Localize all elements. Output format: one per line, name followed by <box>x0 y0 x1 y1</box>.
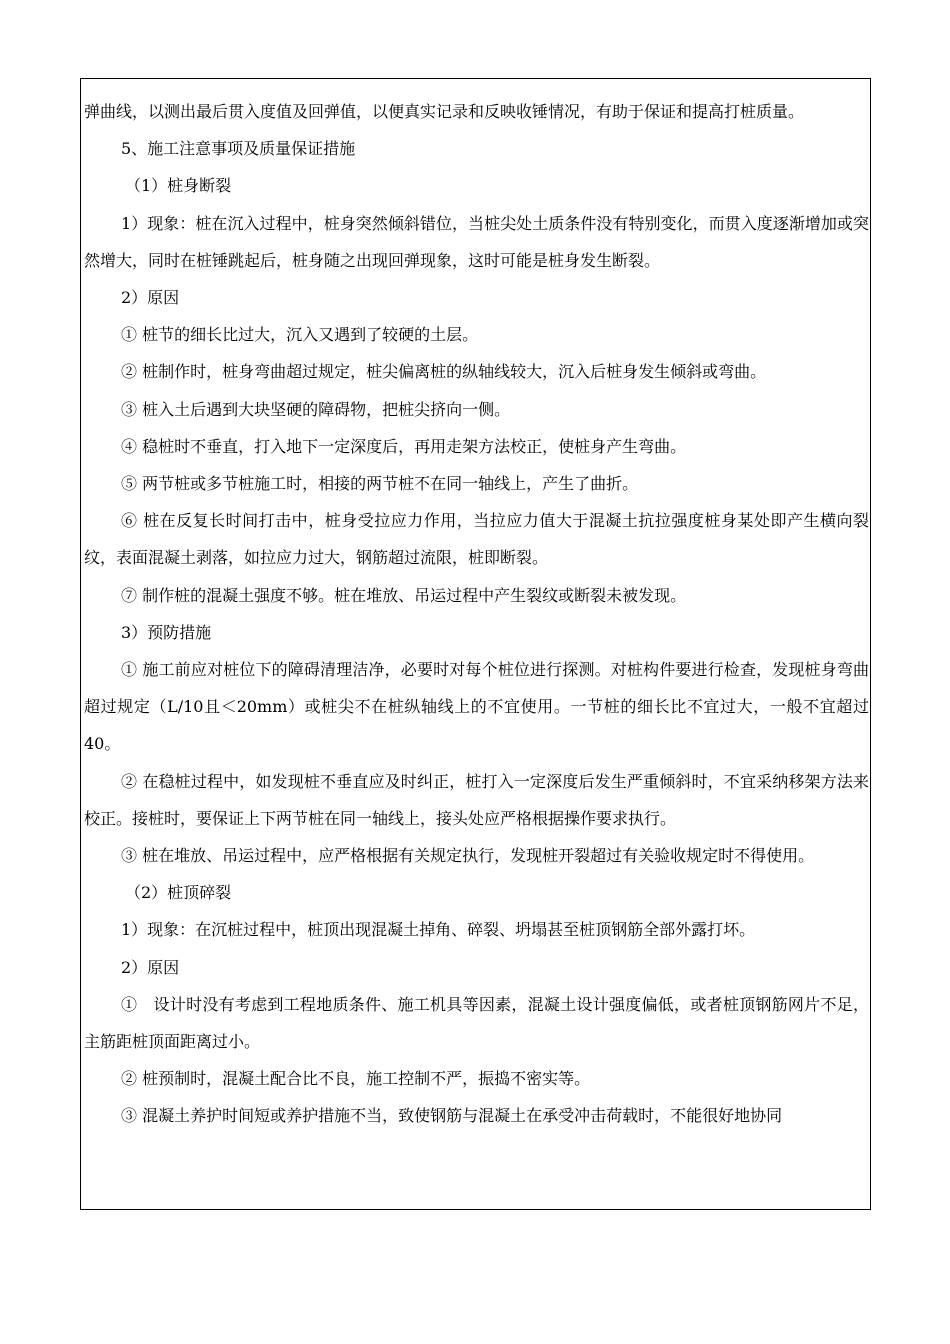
list-item: ③ 桩入土后遇到大块坚硬的障碍物，把桩尖挤向一侧。 <box>121 399 511 419</box>
list-item: ④ 稳桩时不垂直，打入地下一定深度后，再用走架方法校正，使桩身产生弯曲。 <box>121 436 687 456</box>
subsection-heading: （1）桩身断裂 <box>125 176 232 196</box>
item-heading: 2）原因 <box>121 288 180 308</box>
section-heading: 5、施工注意事项及质量保证措施 <box>121 139 356 159</box>
list-item: ① 桩节的细长比过大，沉入又遇到了较硬的土层。 <box>121 325 479 345</box>
subsection-heading: （2）桩顶碎裂 <box>125 883 232 903</box>
document-frame <box>80 78 871 1210</box>
item-heading: 2）原因 <box>121 957 180 977</box>
list-item: ① 设计时没有考虑到工程地质条件、施工机具等因素，混凝土设计强度偏低，或者桩顶钢筋网片不足，主筋距桩顶面距离过小。 <box>84 994 869 1052</box>
list-item: ② 桩预制时，混凝土配合比不良，施工控制不严，振捣不密实等。 <box>121 1069 591 1089</box>
item-heading: 3）预防措施 <box>121 622 212 642</box>
list-item: ③ 桩在堆放、吊运过程中，应严格根据有关规定执行，发现桩开裂超过有关验收规定时不得使用。 <box>121 846 815 866</box>
list-item: ② 桩制作时，桩身弯曲超过规定，桩尖偏离桩的纵轴线较大，沉入后桩身发生倾斜或弯曲。 <box>121 362 767 382</box>
paragraph: 1）现象：桩在沉入过程中，桩身突然倾斜错位，当桩尖处土质条件没有特别变化，而贯入度逐渐增加或突然增大，同时在桩锤跳起后，桩身随之出现回弹现象，这时可能是桩身发生断裂。 <box>84 213 869 270</box>
paragraph: 弹曲线，以测出最后贯入度值及回弹值，以便真实记录和反映收锤情况，有助于保证和提高打桩质量。 <box>84 102 805 121</box>
list-item: ① 施工前应对桩位下的障碍清理洁净，必要时对每个桩位进行探测。对桩构件要进行检查，发现桩身弯曲超过规定（L/10且＜20mm）或桩尖不在桩纵轴线上的不宜使用。一节桩的细长比不宜过大，一般不宜超过40。 <box>84 660 869 754</box>
list-item: ③ 混凝土养护时间短或养护措施不当，致使钢筋与混凝土在承受冲击荷载时，不能很好地协同 <box>121 1106 783 1126</box>
list-item: ⑦ 制作桩的混凝土强度不够。桩在堆放、吊运过程中产生裂纹或断裂未被发现。 <box>121 585 687 605</box>
list-item: ② 在稳桩过程中，如发现桩不垂直应及时纠正，桩打入一定深度后发生严重倾斜时，不宜采纳移架方法来校正。接桩时，要保证上下两节桩在同一轴线上，接头处应严格根据操作要求执行。 <box>84 771 869 828</box>
paragraph: 1）现象：在沉桩过程中，桩顶出现混凝土掉角、碎裂、坍塌甚至桩顶钢筋全部外露打坏。 <box>121 920 756 940</box>
list-item: ⑥ 桩在反复长时间打击中，桩身受拉应力作用，当拉应力值大于混凝土抗拉强度桩身某处即产生横向裂纹，表面混凝土剥落，如拉应力过大，钢筋超过流限，桩即断裂。 <box>84 511 869 568</box>
list-item: ⑤ 两节桩或多节桩施工时，相接的两节桩不在同一轴线上，产生了曲折。 <box>121 474 639 494</box>
document-body <box>81 93 870 1135</box>
